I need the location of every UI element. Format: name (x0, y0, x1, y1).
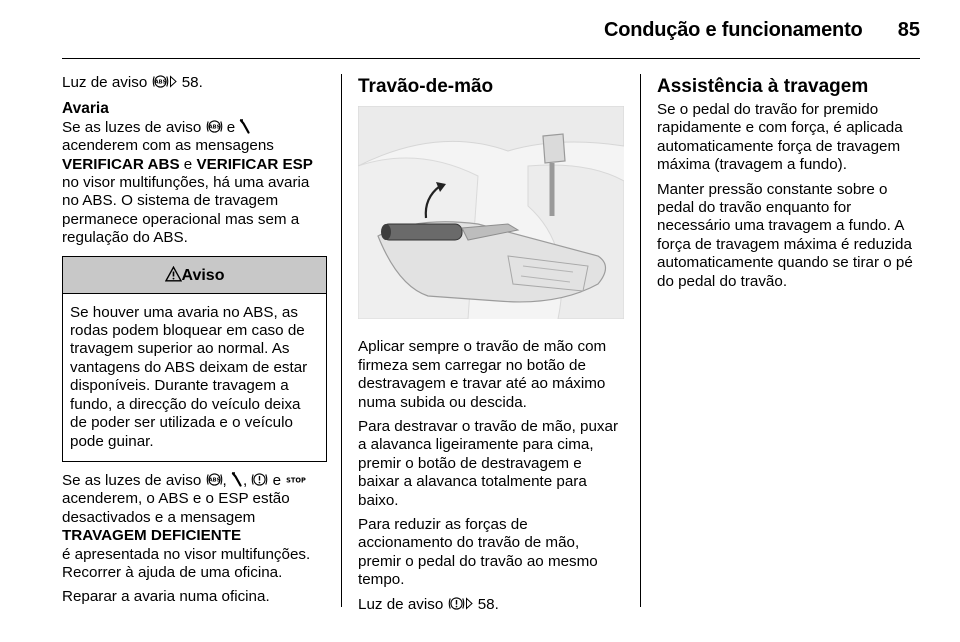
message-verificar-esp: VERIFICAR ESP (196, 155, 313, 173)
warning-header (63, 257, 326, 294)
svg-text:STOP: STOP (286, 476, 307, 485)
chapter-title: Condução e funcionamento (604, 19, 863, 41)
column-abs (62, 74, 327, 613)
warning-title: Aviso (181, 266, 225, 284)
page-reference-arrow-icon (465, 597, 474, 610)
column-brake-assist (657, 74, 925, 297)
page-number: 85 (897, 19, 920, 41)
brake-warning-icon (251, 472, 268, 487)
abs-reference-line: Luz de aviso ABS 58. (62, 74, 203, 91)
stop-warning-icon (285, 472, 307, 487)
svg-text:ABS: ABS (154, 79, 166, 86)
esp-warning-icon (239, 119, 251, 134)
avaria-paragraph: Se as luzes de aviso ABS e acenderem com as mensagens VERIFICAR ABS e VERIFICAR ESP no visor multifunções, há uma avaria no ABS. O sistema de travagem permanece operacional mas sem a regulação do ABS. (62, 118, 313, 247)
column-divider-1 (341, 74, 342, 607)
handbrake-paragraph-apply: Aplicar sempre o travão de mão com firmeza sem carregar no botão de destravagem e travar até ao máximo numa subida ou descida. (358, 338, 607, 411)
abs-warning-icon (206, 119, 223, 134)
header-divider (62, 58, 920, 59)
esp-warning-icon (231, 472, 243, 487)
brake-assist-title: Assistência à travagem (657, 76, 869, 97)
handbrake-illustration (358, 106, 624, 319)
abs-warning-icon (152, 74, 169, 89)
page-header (0, 0, 960, 62)
svg-text:ABS: ABS (208, 124, 220, 131)
brake-warning-icon (448, 596, 465, 611)
repair-paragraph: Reparar a avaria numa oficina. (62, 588, 270, 606)
svg-text:ABS: ABS (208, 477, 220, 484)
column-divider-2 (640, 74, 641, 607)
brake-assist-paragraph-1: Se o pedal do travão for premido rapidamente e com força, é aplicada automaticamente força de travagem máxima (travagem a fundo). (657, 101, 903, 174)
handbrake-title: Travão-de-mão (358, 76, 494, 97)
handbrake-reference-line: Luz de aviso 58. (358, 595, 499, 613)
message-verificar-abs: VERIFICAR ABS (62, 155, 180, 173)
message-travagem-deficiente: TRAVAGEM DEFICIENTE (62, 527, 242, 545)
column-handbrake (358, 74, 624, 620)
failure-paragraph: Se as luzes de aviso ABS , , e STOP acenderem, o ABS e o ESP estão desactivados e a mensagem TRAVAGEM DEFICIENTE é apresentada no visor multifunções. Recorrer à ajuda de uma oficina. (62, 471, 311, 581)
avaria-heading: Avaria (62, 100, 109, 118)
warning-box (62, 256, 327, 462)
handbrake-paragraph-reduce: Para reduzir as forças de accionamento do travão de mão, premir o pedal do travão ao mesmo tempo. (358, 516, 598, 589)
handbrake-paragraph-release: Para destravar o travão de mão, puxar a alavanca ligeiramente para cima, premir o botão de destravagem e baixar a alavanca totalmente para baixo. (358, 418, 619, 509)
page-reference-arrow-icon (169, 75, 178, 88)
abs-warning-icon (206, 472, 223, 487)
warning-text: Se houver uma avaria no ABS, as rodas podem bloquear em caso de travagem superior ao normal. As vantagens do ABS deixam de estar disponíveis. Durante travagem a fundo, a direcção do veículo deixa de poder ser utilizada e o veículo pode guinar. (70, 303, 308, 450)
warning-triangle-icon (165, 266, 182, 282)
brake-assist-paragraph-2: Manter pressão constante sobre o pedal do travão enquanto for necessário uma travagem a fundo. A força de travagem máxima é reduzida automaticamente quando se tirar o pé do pedal do travão. (657, 180, 913, 290)
